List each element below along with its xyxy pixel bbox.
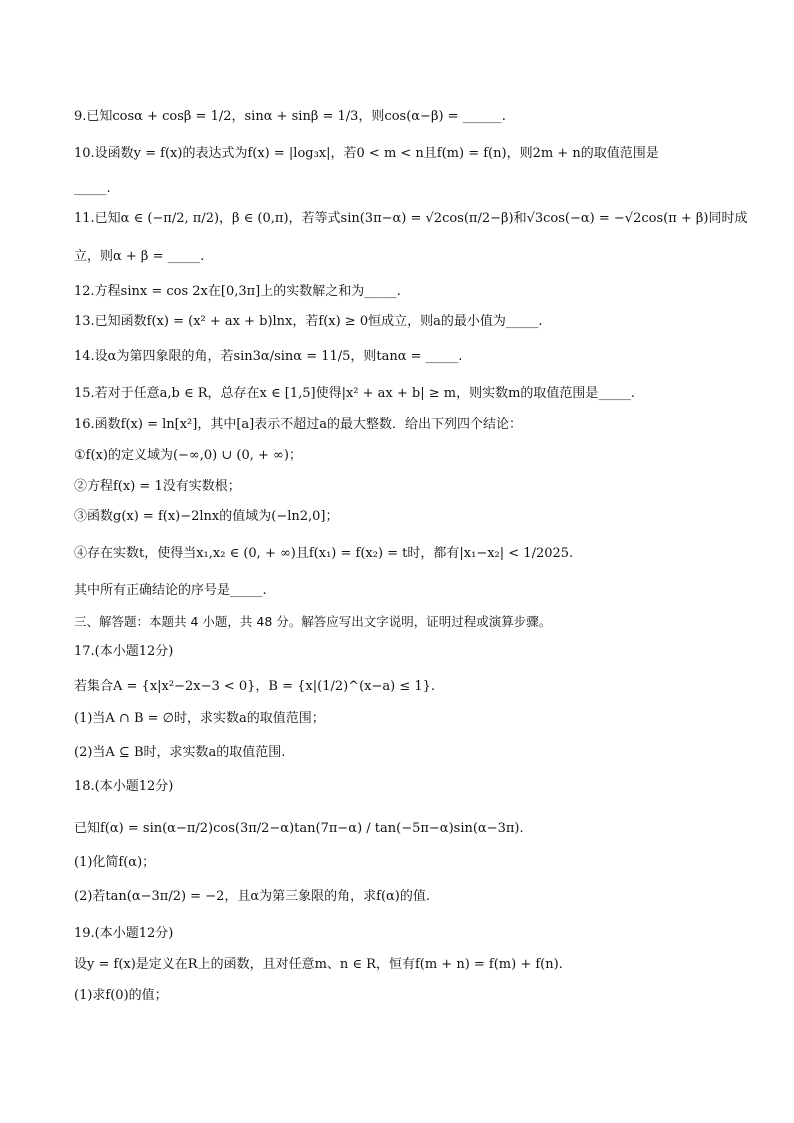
question-line-q17-given: 若集合A = {x|x²−2x−3 < 0}，B = {x|(1/2)^(x−a) ≤ 1}. (74, 679, 436, 694)
question-line-q17: 17.(本小题12分) (74, 644, 174, 659)
question-line-q16-4: ④存在实数t，使得当x₁,x₂ ∈ (0, + ∞)且f(x₁) = f(x₂) = t时，都有|x₁−x₂| < 1/2025. (74, 546, 574, 561)
question-line-q11b: 立，则α + β = _____. (74, 249, 205, 264)
question-line-q16-1: ①f(x)的定义域为(−∞,0) ∪ (0, + ∞)； (74, 448, 302, 463)
question-line-sec3: 三、解答题：本题共 4 小题，共 48 分。解答应写出文字说明，证明过程或演算步骤。 (74, 614, 552, 629)
question-line-q12: 12.方程sinx = cos 2x在[0,3π]上的实数解之和为_____. (74, 284, 401, 299)
question-line-q19-given: 设y = f(x)是定义在R上的函数，且对任意m、n ∈ R，恒有f(m + n) = f(m) + f(n). (74, 957, 563, 972)
question-line-q15: 15.若对于任意a,b ∈ R，总存在x ∈ [1,5]使得|x² + ax + b| ≥ m，则实数m的取值范围是_____. (74, 386, 636, 401)
question-line-q11a: 11.已知α ∈ (−π/2, π/2)，β ∈ (0,π)，若等式sin(3π−α) = √2cos(π/2−β)和√3cos(−α) = −√2cos(π + β)同时成 (74, 211, 748, 226)
question-line-q14: 14.设α为第四象限的角，若sin3α/sinα = 11/5，则tanα = _____. (74, 349, 463, 364)
question-line-q17-1: (1)当A ∩ B = ∅时，求实数a的取值范围； (74, 711, 325, 726)
question-line-q17-2: (2)当A ⊆ B时，求实数a的取值范围. (74, 745, 286, 760)
question-line-q13: 13.已知函数f(x) = (x² + ax + b)lnx，若f(x) ≥ 0恒成立，则a的最小值为_____. (74, 314, 543, 329)
question-line-q10b: _____. (74, 181, 111, 196)
question-line-q16-end: 其中所有正确结论的序号是_____. (74, 583, 267, 598)
question-line-q16: 16.函数f(x) = ln[x²]，其中[a]表示不超过a的最大整数．给出下列四个结论： (74, 417, 522, 432)
question-line-q9: 9.已知cosα + cosβ = 1/2，sinα + sinβ = 1/3，则cos(α−β) = ______. (74, 109, 506, 124)
question-line-q16-3: ③函数g(x) = f(x)−2lnx的值域为(−ln2,0]； (74, 509, 339, 524)
question-line-q19-1: (1)求f(0)的值； (74, 988, 168, 1003)
question-line-q19: 19.(本小题12分) (74, 926, 174, 941)
question-line-q18-1: (1)化简f(α)； (74, 855, 156, 870)
question-line-q18-2: (2)若tan(α−3π/2) = −2，且α为第三象限的角，求f(α)的值. (74, 889, 431, 904)
question-line-q10a: 10.设函数y = f(x)的表达式为f(x) = |log₃x|，若0 < m < n且f(m) = f(n)，则2m + n的取值范围是 (74, 146, 659, 161)
question-line-q18: 18.(本小题12分) (74, 779, 174, 794)
question-line-q16-2: ②方程f(x) = 1没有实数根； (74, 479, 241, 494)
question-line-q18-given: 已知f(α) = sin(α−π/2)cos(3π/2−α)tan(7π−α) / tan(−5π−α)sin(α−3π). (74, 821, 524, 836)
